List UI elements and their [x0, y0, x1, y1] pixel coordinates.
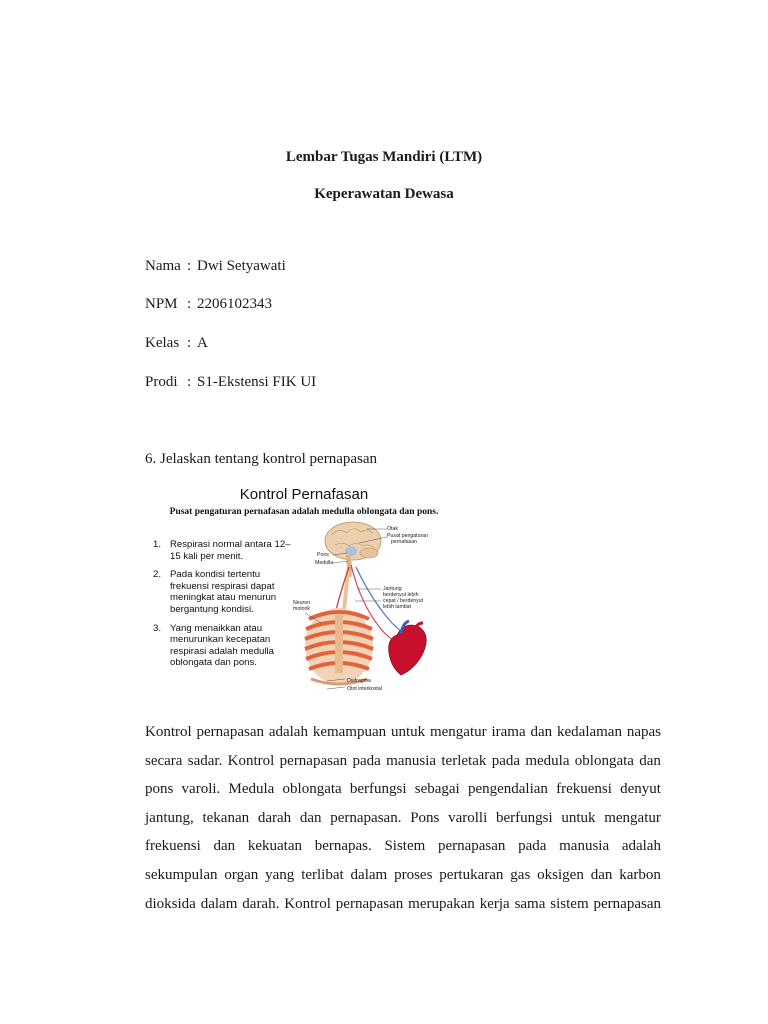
- paragraph-line: dioksida dalam darah. Kontrol pernapasan merupakan kerja sama sistem pernapasan: [145, 895, 661, 912]
- info-separator: :: [187, 374, 192, 390]
- info-value: 2206102343: [197, 296, 272, 312]
- label-jantung-3: cepat / berdenyut: [383, 598, 424, 604]
- label-otak: Otak: [387, 526, 398, 532]
- figure-subtitle: Pusat pengaturan pernafasan adalah medulla oblongata dan pons.: [169, 507, 439, 517]
- label-pusat-2: pernafasan: [391, 539, 417, 545]
- info-separator: :: [187, 258, 192, 274]
- list-item-number: 1.: [153, 539, 162, 550]
- info-label: Nama: [145, 258, 181, 274]
- info-separator: :: [187, 335, 192, 351]
- label-diafragma: Diafragma: [347, 678, 371, 684]
- list-item-number: 3.: [153, 622, 162, 634]
- list-item: [153, 623, 291, 669]
- list-item-text: Pada kondisi tertentu frekuensi respirasi dapat meningkat atau menurun bergantung kondisi.: [170, 569, 277, 615]
- respiratory-control-figure: [145, 483, 463, 703]
- info-label: NPM: [145, 296, 178, 312]
- info-separator: :: [187, 296, 192, 312]
- brain-icon: [325, 522, 381, 577]
- question-text: 6. Jelaskan tentang kontrol pernapasan: [145, 451, 378, 467]
- document-title: Lembar Tugas Mandiri (LTM): [285, 149, 483, 165]
- label-jantung-2: berdenyut lebih: [383, 592, 419, 598]
- list-item: [153, 569, 291, 615]
- paragraph-line: pons varoli. Medula oblongata berfungsi sebagai pengendalian frekuensi denyut: [145, 781, 661, 798]
- info-value: S1-Ekstensi FIK UI: [197, 374, 317, 390]
- label-neuron-1: Neuron: [293, 600, 311, 606]
- label-jantung-4: lebih lambat: [383, 604, 411, 610]
- heart-icon: [389, 621, 427, 675]
- paragraph-line: sekumpulan organ yang terlibat dalam proses pertukaran gas oksigen dan karbon: [145, 866, 661, 883]
- paragraph-line: secara sadar. Kontrol pernapasan pada manusia terletak pada medula oblongata dan: [145, 752, 661, 769]
- paragraph-line: jantung, tekanan darah dan pernapasan. Pons varolli berfungsi untuk mengatur: [145, 809, 661, 826]
- figure-points-list: [153, 539, 291, 676]
- info-value: Dwi Setyawati: [197, 258, 286, 274]
- label-medulla: Medulla: [315, 560, 334, 566]
- list-item-text: Respirasi normal antara 12–15 kali per menit.: [170, 539, 291, 562]
- list-item: [153, 539, 291, 562]
- answer-paragraph: [145, 718, 661, 918]
- figure-title: Kontrol Pernafasan: [239, 486, 369, 503]
- document-subtitle: Keperawatan Dewasa: [314, 186, 454, 202]
- label-otot-interkostal: Otot interkostal: [347, 686, 382, 692]
- paragraph-line: frekuensi dan kekuatan bernapas. Sistem pernapasan pada manusia adalah: [145, 838, 661, 855]
- label-neuron-2: motorik: [293, 606, 311, 612]
- list-item-text: Yang menaikkan atau menurunkan kecepatan respirasi adalah medulla oblongata dan pons.: [170, 622, 274, 669]
- info-value: A: [197, 335, 208, 351]
- paragraph-line: Kontrol pernapasan adalah kemampuan untuk mengatur irama dan kedalaman napas: [145, 724, 661, 740]
- info-label: Prodi: [145, 374, 178, 390]
- label-jantung-1: Jantung: [383, 586, 402, 592]
- info-label: Kelas: [145, 335, 180, 351]
- list-item-number: 2.: [153, 569, 162, 581]
- label-pons: Pons: [317, 552, 329, 558]
- label-pusat-1: Pusat pengaturan: [387, 533, 428, 539]
